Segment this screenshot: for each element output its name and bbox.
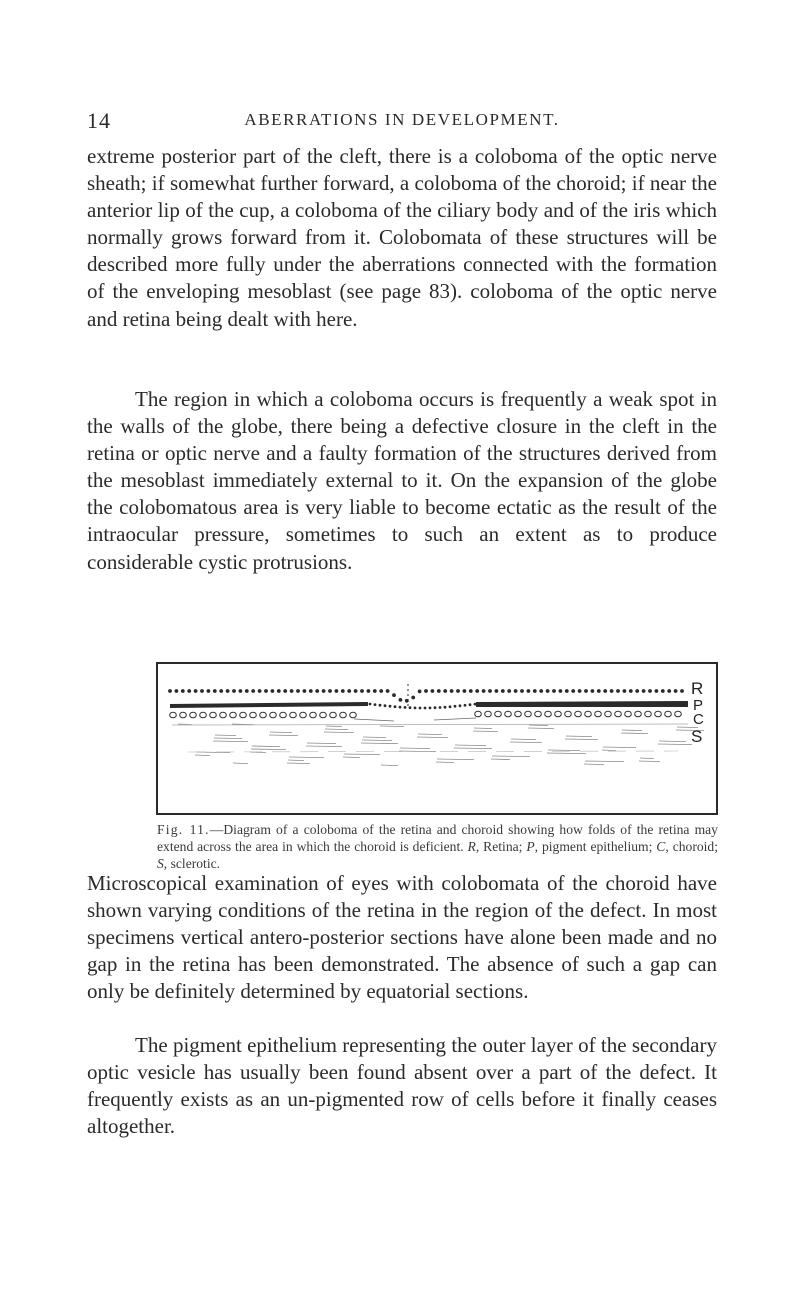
caption-key-s-text: , sclerotic. (163, 856, 221, 871)
caption-text: —Diagram of a coloboma of the retina and choroid showing how folds of the retina may extend across the area in which the choroid is deficient. (157, 822, 718, 854)
diagram-drawing (158, 664, 716, 813)
page-number: 14 (87, 108, 111, 133)
page-header (87, 108, 717, 134)
paragraph-3: Microscopical examination of eyes with colobomata of the choroid have shown varying conditions of the retina in the region of the defect. In most specimens vertical antero-posterior sections have alone been made and no gap in the retina has been demonstrated. The absence of such a gap can only be definitely determined by equatorial sections. (87, 871, 717, 1004)
caption-key-r-text: , Retina; (475, 839, 527, 854)
label-c: C (693, 711, 704, 728)
choroid-layer (170, 711, 682, 721)
paragraph-4: The pigment epithelium representing the outer layer of the secondary optic vesicle has usually been found absent over a part of the defect. It frequently exists as an un-pigmented row of cells before it finally ceases altogether. (87, 1033, 717, 1139)
caption-key-s: S (157, 856, 164, 871)
figure-number: Fig. 11. (157, 822, 210, 837)
label-p: P (693, 697, 704, 714)
caption-key-r: R (467, 839, 476, 854)
caption-key-c-text: , choroid; (665, 839, 718, 854)
caption-key-p: P (526, 839, 535, 854)
running-title: ABERRATIONS IN DEVELOPMENT. (244, 110, 560, 129)
sclerotic-layer (172, 724, 704, 766)
figure-caption (157, 821, 718, 872)
coloboma-diagram (156, 662, 718, 815)
paragraph-2: The region in which a coloboma occurs is frequently a weak spot in the walls of the globe, there being a defective closure in the cleft in the retina or optic nerve and a faulty formation of the structures derived from the mesoblast immediately external to it. On the expansion of the globe the colobomatous area is very liable to become ectatic as the result of the intraocular pressure, sometimes to such an extent as to produce considerable cystic protrusions. (87, 387, 717, 574)
paragraph-1: extreme posterior part of the cleft, there is a coloboma of the optic nerve sheath; if somewhat further forward, a coloboma of the choroid; if near the anterior lip of the cup, a coloboma of the ciliary body and of the iris which normally grows forward from it. Colobomata of these structures will be described more fully under the aberrations connected with the formation of the enveloping mesoblast (see page 83). coloboma of the optic nerve and retina being dealt with here. (87, 144, 717, 331)
caption-key-p-text: , pigment epithelium; (534, 839, 657, 854)
label-s: S (691, 727, 703, 746)
pigment-layer (170, 701, 688, 709)
label-r: R (691, 679, 704, 698)
caption-key-c: C (656, 839, 666, 854)
